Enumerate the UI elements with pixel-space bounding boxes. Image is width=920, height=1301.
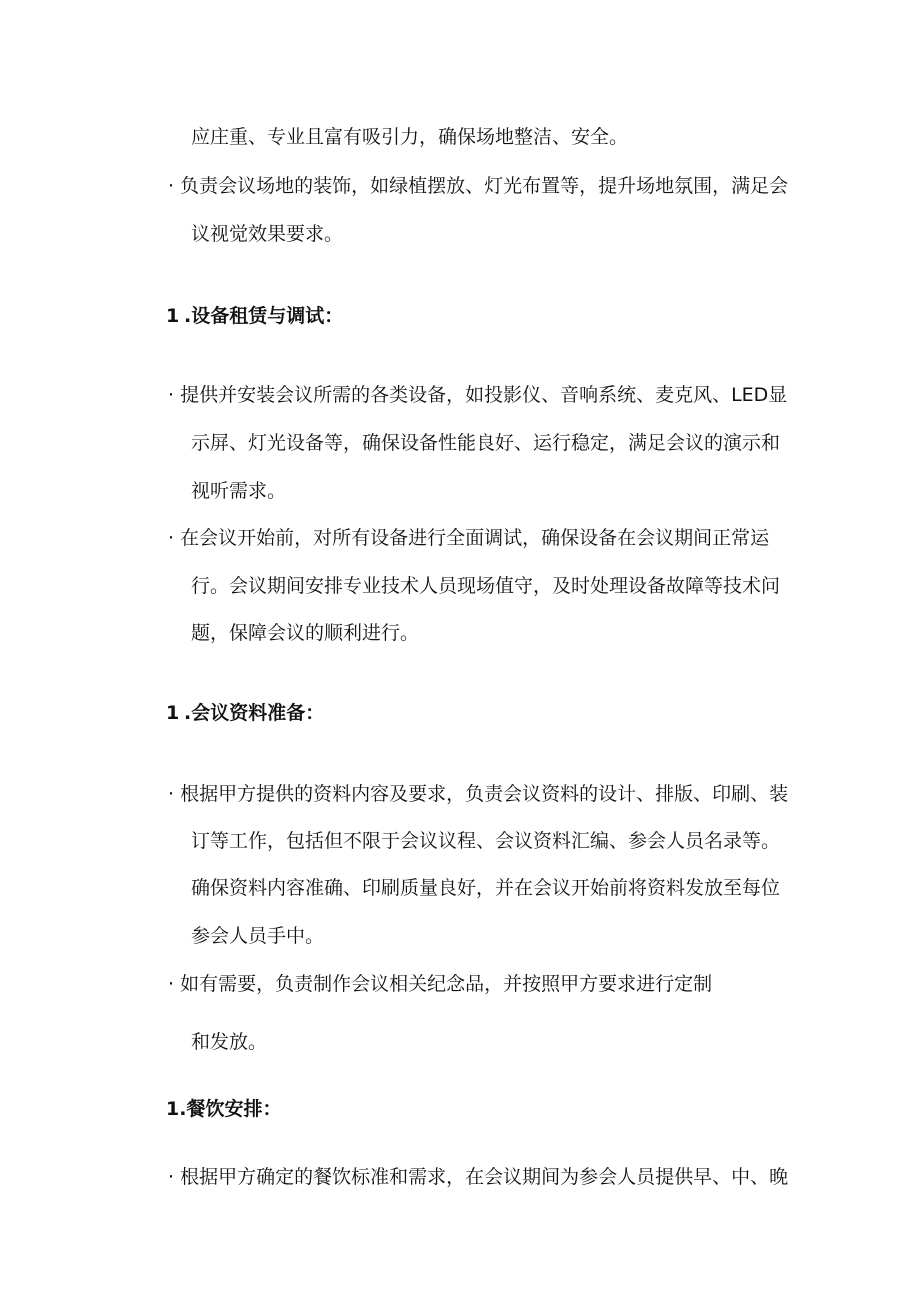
section-heading: 1.餐饮安排： bbox=[166, 1098, 282, 1120]
paragraph-line: 题，保障会议的顺利进行。 bbox=[191, 622, 420, 644]
paragraph-line: 和发放。 bbox=[191, 1031, 268, 1053]
paragraph-line: 参会人员手中。 bbox=[191, 925, 325, 947]
section-heading: .设备租赁与调试： bbox=[184, 305, 344, 327]
section-heading-number: 1 bbox=[166, 305, 180, 327]
paragraph-line: 确保资料内容准确、印刷质量良好，并在会议开始前将资料发放至每位 bbox=[191, 877, 781, 899]
bullet-item: · 在会议开始前，对所有设备进行全面调试，确保设备在会议期间正常运 bbox=[168, 527, 770, 549]
paragraph-line: 行。会议期间安排专业技术人员现场值守，及时处理设备故障等技术问 bbox=[191, 575, 781, 597]
bullet-item: · 负责会议场地的装饰，如绿植摆放、灯光布置等，提升场地氛围，满足会 bbox=[168, 175, 789, 197]
paragraph-line: 订等工作，包括但不限于会议议程、会议资料汇编、参会人员名录等。 bbox=[191, 830, 781, 852]
bullet-item: · 根据甲方确定的餐饮标准和需求，在会议期间为参会人员提供早、中、晚 bbox=[168, 1166, 789, 1188]
paragraph-line: 议视觉效果要求。 bbox=[191, 223, 344, 245]
section-heading-number: 1 bbox=[166, 702, 180, 724]
paragraph-line: 视听需求。 bbox=[191, 480, 287, 502]
section-heading: .会议资料准备： bbox=[184, 702, 325, 724]
bullet-item: · 根据甲方提供的资料内容及要求，负责会议资料的设计、排版、印刷、装 bbox=[168, 783, 789, 805]
bullet-item: · 如有需要，负责制作会议相关纪念品，并按照甲方要求进行定制 bbox=[168, 973, 713, 995]
paragraph-line: 应庄重、专业且富有吸引力，确保场地整洁、安全。 bbox=[191, 126, 629, 148]
bullet-item: · 提供并安装会议所需的各类设备，如投影仪、音响系统、麦克风、LED显 bbox=[168, 384, 788, 406]
paragraph-line: 示屏、灯光设备等，确保设备性能良好、运行稳定，满足会议的演示和 bbox=[191, 432, 781, 454]
